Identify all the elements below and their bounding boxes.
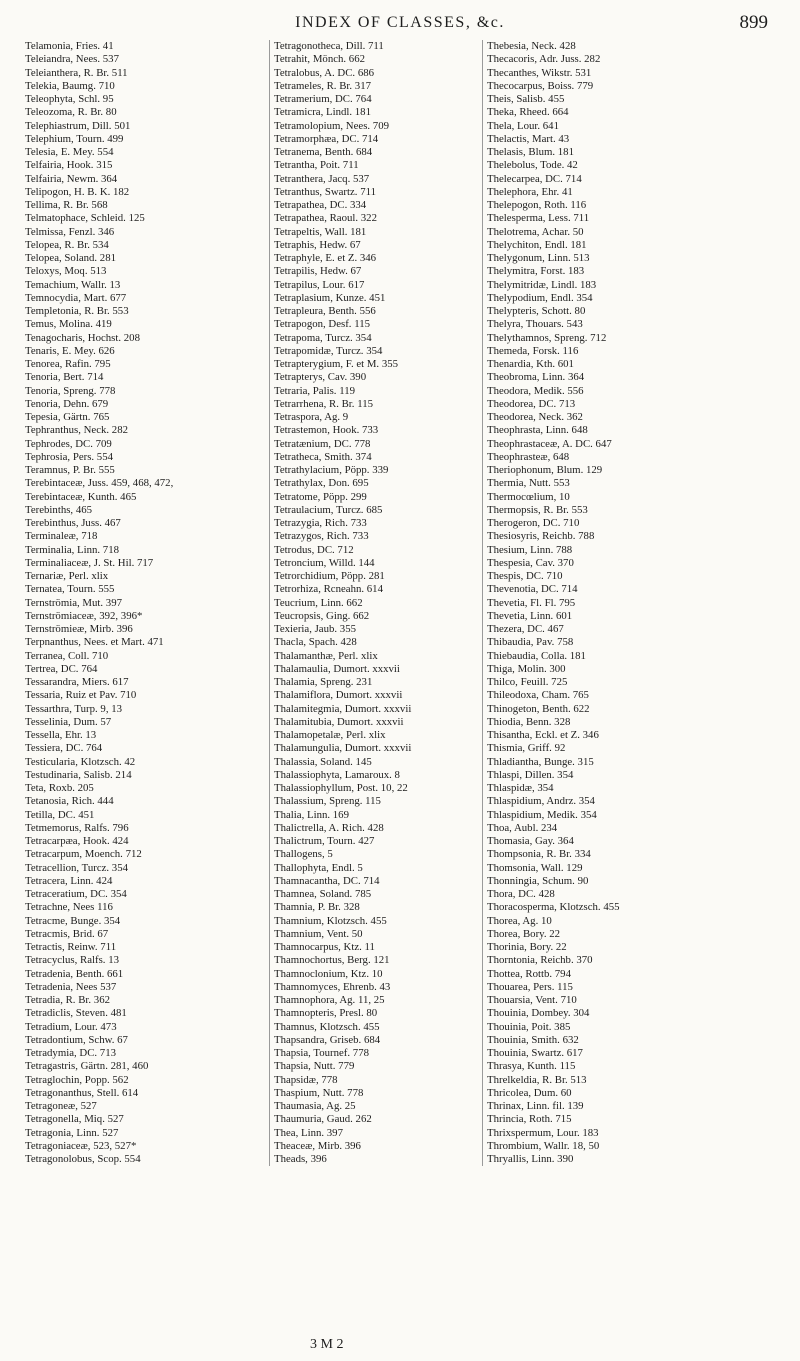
index-entry: Tenaris, E. Mey. 626 <box>25 344 115 357</box>
index-entry: Tetrazygia, Rich. 733 <box>274 517 367 529</box>
index-entry: Tetramicra, Lindl. 181 <box>274 106 371 119</box>
index-entry: Thelepogon, Roth. 116 <box>487 199 587 211</box>
index-entry: Tenorea, Rafin. 795 <box>25 358 111 370</box>
index-entry: Theobroma, Linn. 364 <box>487 371 585 384</box>
index-entry: Terebintaceæ, Juss. 459, 468, 472, <box>25 477 174 490</box>
index-entry: Ternströmia, Mut. 397 <box>25 596 123 609</box>
index-entry: Thelythamnos, Spreng. 712 <box>487 331 607 344</box>
index-entry: Terebinthus, Juss. 467 <box>25 517 121 529</box>
index-entry: Thelychiton, Endl. 181 <box>487 238 587 251</box>
index-entry: Thaumuria, Gaud. 262 <box>274 1113 372 1126</box>
index-entry: Thamnochortus, Berg. 121 <box>274 954 390 967</box>
index-entry: Tertrea, DC. 764 <box>25 662 98 675</box>
index-entry: Tetraspora, Ag. 9 <box>274 411 349 423</box>
index-entry: Thouinia, Poit. 385 <box>487 1020 571 1033</box>
index-entry: Thalamiflora, Dumort. xxxvii <box>274 689 403 702</box>
index-entry: Tetilla, DC. 451 <box>25 808 95 821</box>
index-entry: Tetrorchidium, Pöpp. 281 <box>274 570 385 582</box>
index-entry: Tetrameles, R. Br. 317 <box>274 79 371 92</box>
index-entry: Tetradenia, Nees 537 <box>25 980 117 993</box>
index-entry: Teucropsis, Ging. 662 <box>274 609 370 622</box>
index-entry: Tetraceratium, DC. 354 <box>25 888 127 900</box>
index-entry: Tetraphis, Hedw. 67 <box>274 238 361 251</box>
index-entry: Tessarandra, Miers. 617 <box>25 676 129 688</box>
index-entry: Tetramerium, DC. 764 <box>274 93 372 105</box>
index-entry: Temachium, Wallr. 13 <box>25 278 121 291</box>
index-entry: Thesium, Linn. 788 <box>487 543 573 556</box>
index-entry: Thelecarpea, DC. 714 <box>487 172 582 185</box>
index-entry: Thea, Linn. 397 <box>274 1126 343 1139</box>
index-entry: Telfairia, Hook. 315 <box>25 159 113 172</box>
index-entry: Tetracme, Bunge. 354 <box>25 914 121 927</box>
index-entry: Terranea, Coll. 710 <box>25 649 109 662</box>
index-entry: Ternströmieæ, Mirb. 396 <box>25 623 133 635</box>
index-entry: Thebesia, Neck. 428 <box>487 40 576 52</box>
index-entry: Thileodoxa, Cham. 765 <box>487 689 589 702</box>
index-entry: Thalictrum, Tourn. 427 <box>274 835 375 847</box>
index-entry: Tetrapomidæ, Turcz. 354 <box>274 344 383 357</box>
index-entry: Tetranema, Benth. 684 <box>274 146 373 158</box>
index-entry: Tetraglochin, Popp. 562 <box>25 1073 129 1086</box>
index-entry: Thismia, Griff. 92 <box>487 742 566 755</box>
index-entry: Telekia, Baumg. 710 <box>25 79 115 92</box>
index-entry: Tetralobus, A. DC. 686 <box>274 66 375 79</box>
index-entry: Theaceæ, Mirb. 396 <box>274 1139 361 1152</box>
index-entry: Tellima, R. Br. 568 <box>25 199 108 211</box>
index-entry: Thecocarpus, Boiss. 779 <box>487 79 594 92</box>
index-entry: Thouinia, Smith. 632 <box>487 1033 579 1046</box>
index-entry: Tetrazygos, Rich. 733 <box>274 530 369 543</box>
index-entry: Teta, Roxb. 205 <box>25 782 94 794</box>
index-entry: Teleophyta, Schl. 95 <box>25 93 114 105</box>
index-entry: Thlaspi, Dillen. 354 <box>487 768 574 781</box>
index-entry: Thelygonum, Linn. 513 <box>487 252 590 264</box>
index-entry: Tenoria, Spreng. 778 <box>25 384 116 397</box>
index-entry: Thorinia, Bory. 22 <box>487 941 567 953</box>
index-entry: Tetracera, Linn. 424 <box>25 874 113 887</box>
index-entry: Thelasis, Blum. 181 <box>487 146 574 158</box>
index-column-1 <box>25 40 263 1166</box>
index-entry: Thottea, Rottb. 794 <box>487 967 571 980</box>
index-entry: Thelebolus, Tode. 42 <box>487 159 578 172</box>
index-entry: Thamnocarpus, Ktz. 11 <box>274 941 375 953</box>
index-entry: Thapsandra, Griseb. 684 <box>274 1033 381 1046</box>
index-entry: Thamnium, Klotzsch. 455 <box>274 914 387 927</box>
index-entry: Theophrasta, Linn. 648 <box>487 424 588 437</box>
index-entry: Telmatophace, Schleid. 125 <box>25 212 145 225</box>
index-entry: Telopea, R. Br. 534 <box>25 238 109 251</box>
index-entry: Thladiantha, Bunge. 315 <box>487 755 594 768</box>
index-entry: Tephrosia, Pers. 554 <box>25 450 114 463</box>
index-entry: Telamonia, Fries. 41 <box>25 40 114 52</box>
index-entry: Thamnoclonium, Ktz. 10 <box>274 967 383 980</box>
index-entry: Thecacoris, Adr. Juss. 282 <box>487 53 601 66</box>
index-entry: Thermopsis, R. Br. 553 <box>487 503 588 516</box>
index-entry: Tetratome, Pöpp. 299 <box>274 490 367 503</box>
index-entry: Thrixspermum, Lour. 183 <box>487 1126 599 1139</box>
index-entry: Teleozoma, R. Br. 80 <box>25 106 117 119</box>
index-entry: Thouarea, Pers. 115 <box>487 980 573 993</box>
index-entry: Tetraplasium, Kunze. 451 <box>274 291 386 304</box>
index-entry: Tetragoneæ, 527 <box>25 1100 97 1112</box>
index-entry: Theodorea, DC. 713 <box>487 397 576 410</box>
index-entry: Thelypteris, Schott. 80 <box>487 305 586 317</box>
index-entry: Thacla, Spach. 428 <box>274 636 357 649</box>
index-entry: Telmissa, Fenzl. 346 <box>25 225 115 238</box>
index-entry: Thiebaudia, Colla. 181 <box>487 649 586 662</box>
index-entry: Terebintaceæ, Kunth. 465 <box>25 490 137 503</box>
index-entry: Thompsonia, R. Br. 334 <box>487 848 591 861</box>
index-entry: Thalassium, Spreng. 115 <box>274 795 381 808</box>
index-entry: Thiga, Molin. 300 <box>487 662 566 675</box>
index-entry: Tetratheca, Smith. 374 <box>274 450 372 463</box>
index-entry: Tenoria, Bert. 714 <box>25 371 104 384</box>
index-entry: Thiodia, Benn. 328 <box>487 715 571 728</box>
index-entry: Tetrantha, Poit. 711 <box>274 159 359 172</box>
index-entry: Thelymitra, Forst. 183 <box>487 265 585 278</box>
index-entry: Tetradiclis, Steven. 481 <box>25 1007 127 1020</box>
index-column-2 <box>269 40 484 1166</box>
index-entry: Thamnomyces, Ehrenb. 43 <box>274 980 391 993</box>
index-entry: Terpnanthus, Nees. et Mart. 471 <box>25 636 164 649</box>
index-entry: Thinogeton, Benth. 622 <box>487 702 590 715</box>
index-entry: Testudinaria, Salisb. 214 <box>25 768 132 781</box>
index-entry: Thalamia, Spreng. 231 <box>274 676 373 688</box>
page-number: 899 <box>739 12 768 33</box>
index-entry: Thelyra, Thouars. 543 <box>487 318 583 331</box>
index-entry: Thorntonia, Reichb. 370 <box>487 954 593 967</box>
index-entry: Thryallis, Linn. 390 <box>487 1153 574 1165</box>
index-entry: Thesiosyris, Reichb. 788 <box>487 530 595 543</box>
index-entry: Thezera, DC. 467 <box>487 623 564 635</box>
index-entry: Thilco, Feuill. 725 <box>487 676 568 688</box>
index-entry: Thlaspidæ, 354 <box>487 782 554 794</box>
index-entry: Thalamopetalæ, Perl. xlix <box>274 729 386 741</box>
index-entry: Tetracarpæa, Hook. 424 <box>25 835 129 847</box>
index-entry: Thelymitridæ, Lindl. 183 <box>487 278 597 291</box>
index-entry: Thora, DC. 428 <box>487 888 555 900</box>
index-entry: Thamnophora, Ag. 11, 25 <box>274 994 385 1006</box>
index-entry: Tetrapogon, Desf. 115 <box>274 318 370 331</box>
index-entry: Thoracosperma, Klotzsch. 455 <box>487 901 620 914</box>
index-entry: Tetrapathea, DC. 334 <box>274 199 367 211</box>
index-entry: Thalamungulia, Dumort. xxxvii <box>274 742 412 755</box>
index-entry: Thamnium, Vent. 50 <box>274 927 363 940</box>
index-entry: Thalia, Linn. 169 <box>274 808 349 821</box>
index-entry: Tetraphyle, E. et Z. 346 <box>274 252 377 264</box>
index-entry: Theodorea, Neck. 362 <box>487 411 583 423</box>
index-entry: Thonningia, Schum. 90 <box>487 874 589 887</box>
index-entry: Thelephora, Ehr. 41 <box>487 185 573 198</box>
index-entry: Tetanosia, Rich. 444 <box>25 795 114 808</box>
index-entry: Thalamitegmia, Dumort. xxxvii <box>274 702 412 715</box>
index-entry: Tetragonella, Miq. 527 <box>25 1113 124 1126</box>
index-entry: Tetracellion, Turcz. 354 <box>25 861 128 874</box>
index-entry: Tetracmis, Brid. 67 <box>25 927 109 940</box>
index-entry: Teucrium, Linn. 662 <box>274 596 363 609</box>
index-entry: Thalassiophyta, Lamaroux. 8 <box>274 768 400 781</box>
index-entry: Thelactis, Mart. 43 <box>487 132 570 145</box>
index-entry: Tetrahit, Mönch. 662 <box>274 53 365 66</box>
index-entry: Thapsia, Nutt. 779 <box>274 1060 355 1073</box>
index-entry: Tetradia, R. Br. 362 <box>25 994 111 1006</box>
running-title: INDEX OF CLASSES, &c. <box>295 14 505 31</box>
index-entry: Thorea, Bory. 22 <box>487 927 561 940</box>
index-entry: Thricolea, Dum. 60 <box>487 1086 572 1099</box>
index-entry: Tetrorhiza, Rcneahn. 614 <box>274 583 383 596</box>
index-entry: Teramnus, P. Br. 555 <box>25 464 115 476</box>
index-entry: Thaumasia, Ag. 25 <box>274 1100 356 1112</box>
index-entry: Terminaleæ, 718 <box>25 530 98 543</box>
index-entry: Thalictrella, A. Rich. 428 <box>274 821 384 834</box>
index-entry: Telopea, Soland. 281 <box>25 252 116 264</box>
index-entry: Tessiera, DC. 764 <box>25 742 103 755</box>
index-entry: Thevenotia, DC. 714 <box>487 583 578 596</box>
index-entry: Tetracarpum, Moench. 712 <box>25 848 142 861</box>
index-entry: Tetradontium, Schw. 67 <box>25 1033 128 1046</box>
index-entry: Telipogon, H. B. K. 182 <box>25 185 130 198</box>
index-entry: Thamnia, P. Br. 328 <box>274 901 360 914</box>
index-entry: Thenardia, Kth. 601 <box>487 358 574 370</box>
index-entry: Temus, Molina. 419 <box>25 318 112 331</box>
index-entry: Tetractis, Reinw. 711 <box>25 941 117 953</box>
index-entry: Testicularia, Klotzsch. 42 <box>25 755 136 768</box>
index-entry: Thapsia, Tournef. 778 <box>274 1047 369 1059</box>
index-entry: Teloxys, Moq. 513 <box>25 265 107 278</box>
index-entry: Telfairia, Newm. 364 <box>25 172 118 185</box>
index-entry: Thespesia, Cav. 370 <box>487 556 574 569</box>
index-entry: Tetmemorus, Ralfs. 796 <box>25 821 129 834</box>
index-entry: Thaspium, Nutt. 778 <box>274 1086 364 1099</box>
index-entry: Thalamanthæ, Perl. xlix <box>274 649 378 662</box>
index-entry: Ternariæ, Perl. xlix <box>25 570 109 582</box>
index-entry: Thelypodium, Endl. 354 <box>487 291 593 304</box>
index-entry: Texieria, Jaub. 355 <box>274 623 356 635</box>
index-entry: Thalamaulia, Dumort. xxxvii <box>274 662 400 675</box>
index-entry: Tetragastris, Gärtn. 281, 460 <box>25 1060 149 1073</box>
index-entry: Terebinths, 465 <box>25 503 93 516</box>
page-header <box>0 0 800 40</box>
index-entry: Tetrapathea, Raoul. 322 <box>274 212 377 225</box>
index-entry: Thisantha, Eckl. et Z. 346 <box>487 729 599 741</box>
index-entry: Thamnea, Soland. 785 <box>274 888 372 900</box>
index-entry: Tenoria, Dehn. 679 <box>25 397 109 410</box>
index-entry: Tesselinia, Dum. 57 <box>25 715 112 728</box>
index-entry: Theka, Rheed. 664 <box>487 106 569 119</box>
index-entry: Terminalia, Linn. 718 <box>25 543 119 556</box>
index-entry: Tetramorphæa, DC. 714 <box>274 132 379 145</box>
index-entry: Telesia, E. Mey. 554 <box>25 146 114 158</box>
index-entry: Tetranthus, Swartz. 711 <box>274 185 376 198</box>
index-entry: Tephranthus, Neck. 282 <box>25 424 128 437</box>
index-entry: Thomasia, Gay. 364 <box>487 835 574 847</box>
index-entry: Thibaudia, Pav. 758 <box>487 636 574 649</box>
index-entry: Terminaliaceæ, J. St. Hil. 717 <box>25 556 154 569</box>
index-entry: Tessaria, Ruiz et Pav. 710 <box>25 689 137 702</box>
index-entry: Tetrastemon, Hook. 733 <box>274 424 379 437</box>
index-entry: Telephium, Tourn. 499 <box>25 132 124 145</box>
index-entry: Thamnopteris, Presl. 80 <box>274 1007 378 1020</box>
index-entry: Tessarthra, Turp. 9, 13 <box>25 702 123 715</box>
index-entry: Thelesperma, Less. 711 <box>487 212 590 225</box>
index-entry: Tetradium, Lour. 473 <box>25 1020 117 1033</box>
index-entry: Thermocœlium, 10 <box>487 490 570 503</box>
index-entry: Thamnacantha, DC. 714 <box>274 874 380 887</box>
index-entry: Tepesia, Gärtn. 765 <box>25 411 110 423</box>
index-entry: Thoa, Aubl. 234 <box>487 821 558 834</box>
index-entry: Theophrastaceæ, A. DC. 647 <box>487 437 612 450</box>
index-entry: Tephrodes, DC. 709 <box>25 437 112 450</box>
index-entry: Thomsonia, Wall. 129 <box>487 861 583 874</box>
index-entry: Tetrarrhena, R. Br. 115 <box>274 397 373 410</box>
index-entry: Templetonia, R. Br. 553 <box>25 305 129 317</box>
index-entry: Tetramolopium, Nees. 709 <box>274 119 389 132</box>
index-entry: Thecanthes, Wikstr. 531 <box>487 66 592 79</box>
index-entry: Theodora, Medik. 556 <box>487 384 584 397</box>
index-entry: Tetradymia, DC. 713 <box>25 1047 116 1059</box>
index-entry: Tetrathylacium, Pöpp. 339 <box>274 464 389 476</box>
index-entry: Tetrapeltis, Wall. 181 <box>274 225 367 238</box>
index-entry: Tetrapterys, Cav. 390 <box>274 371 367 384</box>
index-entry: Theads, 396 <box>274 1153 327 1165</box>
index-entry: Thouarsia, Vent. 710 <box>487 994 577 1006</box>
index-entry: Thrasya, Kunth. 115 <box>487 1060 576 1073</box>
index-entry: Thespis, DC. 710 <box>487 570 563 582</box>
index-entry: Tetragonia, Linn. 527 <box>25 1126 119 1139</box>
index-entry: Telephiastrum, Dill. 501 <box>25 119 131 132</box>
index-entry: Thallophyta, Endl. 5 <box>274 861 363 874</box>
index-entry: Tetragonotheca, Dill. 711 <box>274 40 384 52</box>
index-entry: Thalassiophyllum, Post. 10, 22 <box>274 782 408 794</box>
index-entry: Thouinia, Swartz. 617 <box>487 1047 583 1059</box>
index-entry: Thela, Lour. 641 <box>487 119 559 132</box>
index-entry: Thallogens, 5 <box>274 848 333 861</box>
index-entry: Tetracyclus, Ralfs. 13 <box>25 954 119 967</box>
index-entry: Tetradenia, Benth. 661 <box>25 967 124 980</box>
index-entry: Thamnus, Klotzsch. 455 <box>274 1020 380 1033</box>
index-entry: Thlaspidium, Medik. 354 <box>487 808 597 821</box>
index-entry: Temnocydia, Mart. 677 <box>25 291 127 304</box>
index-entry: Threlkeldia, R. Br. 513 <box>487 1073 587 1086</box>
index-entry: Thevetia, Linn. 601 <box>487 609 573 622</box>
index-entry: Thlaspidium, Andrz. 354 <box>487 795 595 808</box>
index-entry: Tetrapilus, Lour. 617 <box>274 278 365 291</box>
index-entry: Tetrapleura, Benth. 556 <box>274 305 376 317</box>
index-entry: Theriophonum, Blum. 129 <box>487 464 603 476</box>
index-entry: Tetraulacium, Turcz. 685 <box>274 503 383 516</box>
index-entry: Thrinax, Linn. fil. 139 <box>487 1100 584 1112</box>
index-entry: Thapsidæ, 778 <box>274 1073 338 1086</box>
index-entry: Tetranthera, Jacq. 537 <box>274 172 370 185</box>
index-entry: Thelotrema, Achar. 50 <box>487 225 584 238</box>
index-entry: Tetragoniaceæ, 523, 527* <box>25 1139 137 1152</box>
index-entry: Thrombium, Wallr. 18, 50 <box>487 1139 600 1152</box>
index-entry: Thorea, Ag. 10 <box>487 914 552 927</box>
index-entry: Theis, Salisb. 455 <box>487 93 565 105</box>
index-column-3 <box>482 40 782 1166</box>
index-entry: Thrincia, Roth. 715 <box>487 1113 572 1126</box>
signature-mark: 3 M 2 <box>310 1337 344 1352</box>
index-entry: Thermia, Nutt. 553 <box>487 477 570 490</box>
index-entry: Tetrapilis, Hedw. 67 <box>274 265 362 278</box>
index-entry: Tetroncium, Willd. 144 <box>274 556 375 569</box>
index-entry: Tetrachne, Nees 116 <box>25 901 113 914</box>
index-entry: Tetraria, Palis. 119 <box>274 384 355 397</box>
index-entry: Thevetia, Fl. Fl. 795 <box>487 596 576 609</box>
index-entry: Thalamitubia, Dumort. xxxvii <box>274 715 404 728</box>
index-entry: Tenagocharis, Hochst. 208 <box>25 331 140 344</box>
index-entry: Tetrodus, DC. 712 <box>274 543 354 556</box>
index-entry: Tetrapoma, Turcz. 354 <box>274 331 372 344</box>
index-entry: Themeda, Forsk. 116 <box>487 344 579 357</box>
index-entry: Thalassia, Soland. 145 <box>274 755 372 768</box>
index-entry: Tetrathylax, Don. 695 <box>274 477 369 490</box>
index-entry: Ternströmiaceæ, 392, 396* <box>25 609 143 622</box>
index-entry: Theophrasteæ, 648 <box>487 450 570 463</box>
index-entry: Tetragonanthus, Stell. 614 <box>25 1086 139 1099</box>
index-entry: Tessella, Ehr. 13 <box>25 729 97 741</box>
index-entry: Ternatea, Tourn. 555 <box>25 583 115 596</box>
index-entry: Teleianthera, R. Br. 511 <box>25 66 128 79</box>
index-entry: Therogeron, DC. 710 <box>487 517 580 529</box>
index-entry: Tetragonolobus, Scop. 554 <box>25 1153 141 1165</box>
index-entry: Tetratænium, DC. 778 <box>274 437 371 450</box>
index-entry: Tetrapterygium, F. et M. 355 <box>274 358 399 370</box>
index-entry: Teleiandra, Nees. 537 <box>25 53 119 66</box>
index-entry: Thouinia, Dombey. 304 <box>487 1007 590 1020</box>
